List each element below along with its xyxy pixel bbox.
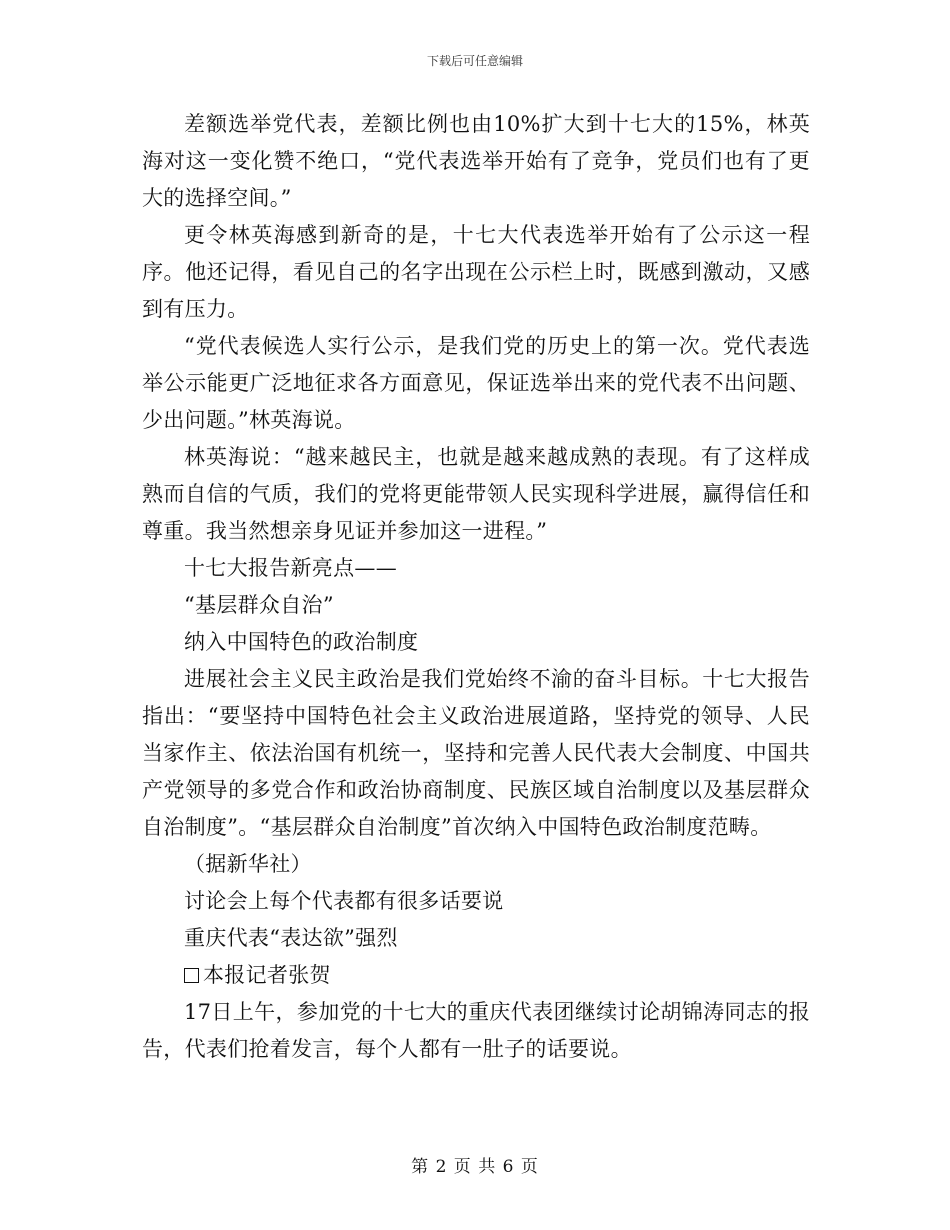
byline-text: 本报记者张贺 — [203, 963, 331, 987]
paragraph: 进展社会主义民主政治是我们党始终不渝的奋斗目标。十七大报告指出：“要坚持中国特色社会主义政治进展道路，坚持党的领导、人民当家作主、依法治国有机统一，坚持和完善人民代表大会制度、中国共产党领导的多党合作和政治协商制度、民族区域自治制度以及基层群众自治制度”。“基层群众自治制度”首次纳入中国特色政治制度范畴。 — [142, 667, 810, 839]
paragraph: 林英海说：“越来越民主，也就是越来越成熟的表现。有了这样成熟而自信的气质，我们的党将更能带领人民实现科学进展，赢得信任和尊重。我当然想亲身见证并参加这一进程。” — [142, 445, 810, 543]
document-body — [142, 106, 810, 1068]
paragraph: 17日上午，参加党的十七大的重庆代表团继续讨论胡锦涛同志的报告，代表们抢着发言，每个人都有一肚子的话要说。 — [142, 1000, 810, 1061]
section-heading: 讨论会上每个代表都有很多话要说 — [184, 889, 504, 913]
page-number: 第 2 页 共 6 页 — [411, 1157, 539, 1177]
paragraph: 差额选举党代表，差额比例也由10%扩大到十七大的15%，林英海对这一变化赞不绝口，“党代表选举开始有了竞争，党员们也有了更大的选择空间。” — [142, 112, 810, 210]
section-heading: “基层群众自治” — [184, 593, 334, 617]
source-note: （据新华社） — [184, 852, 312, 876]
paragraph: 更令林英海感到新奇的是，十七大代表选举开始有了公示这一程序。他还记得，看见自己的名字出现在公示栏上时，既感到激动，又感到有压力。 — [142, 223, 810, 321]
page-header-note: 下载后可任意编辑 — [426, 54, 523, 68]
paragraph: “党代表候选人实行公示，是我们党的历史上的第一次。党代表选举公示能更广泛地征求各方面意见，保证选举出来的党代表不出问题、少出问题。”林英海说。 — [142, 334, 810, 432]
byline — [142, 957, 810, 994]
section-heading: 纳入中国特色的政治制度 — [184, 630, 419, 654]
section-heading: 重庆代表“表达欲”强烈 — [184, 926, 398, 950]
box-symbol-icon — [184, 968, 199, 983]
section-heading: 十七大报告新亮点—— — [184, 556, 397, 580]
